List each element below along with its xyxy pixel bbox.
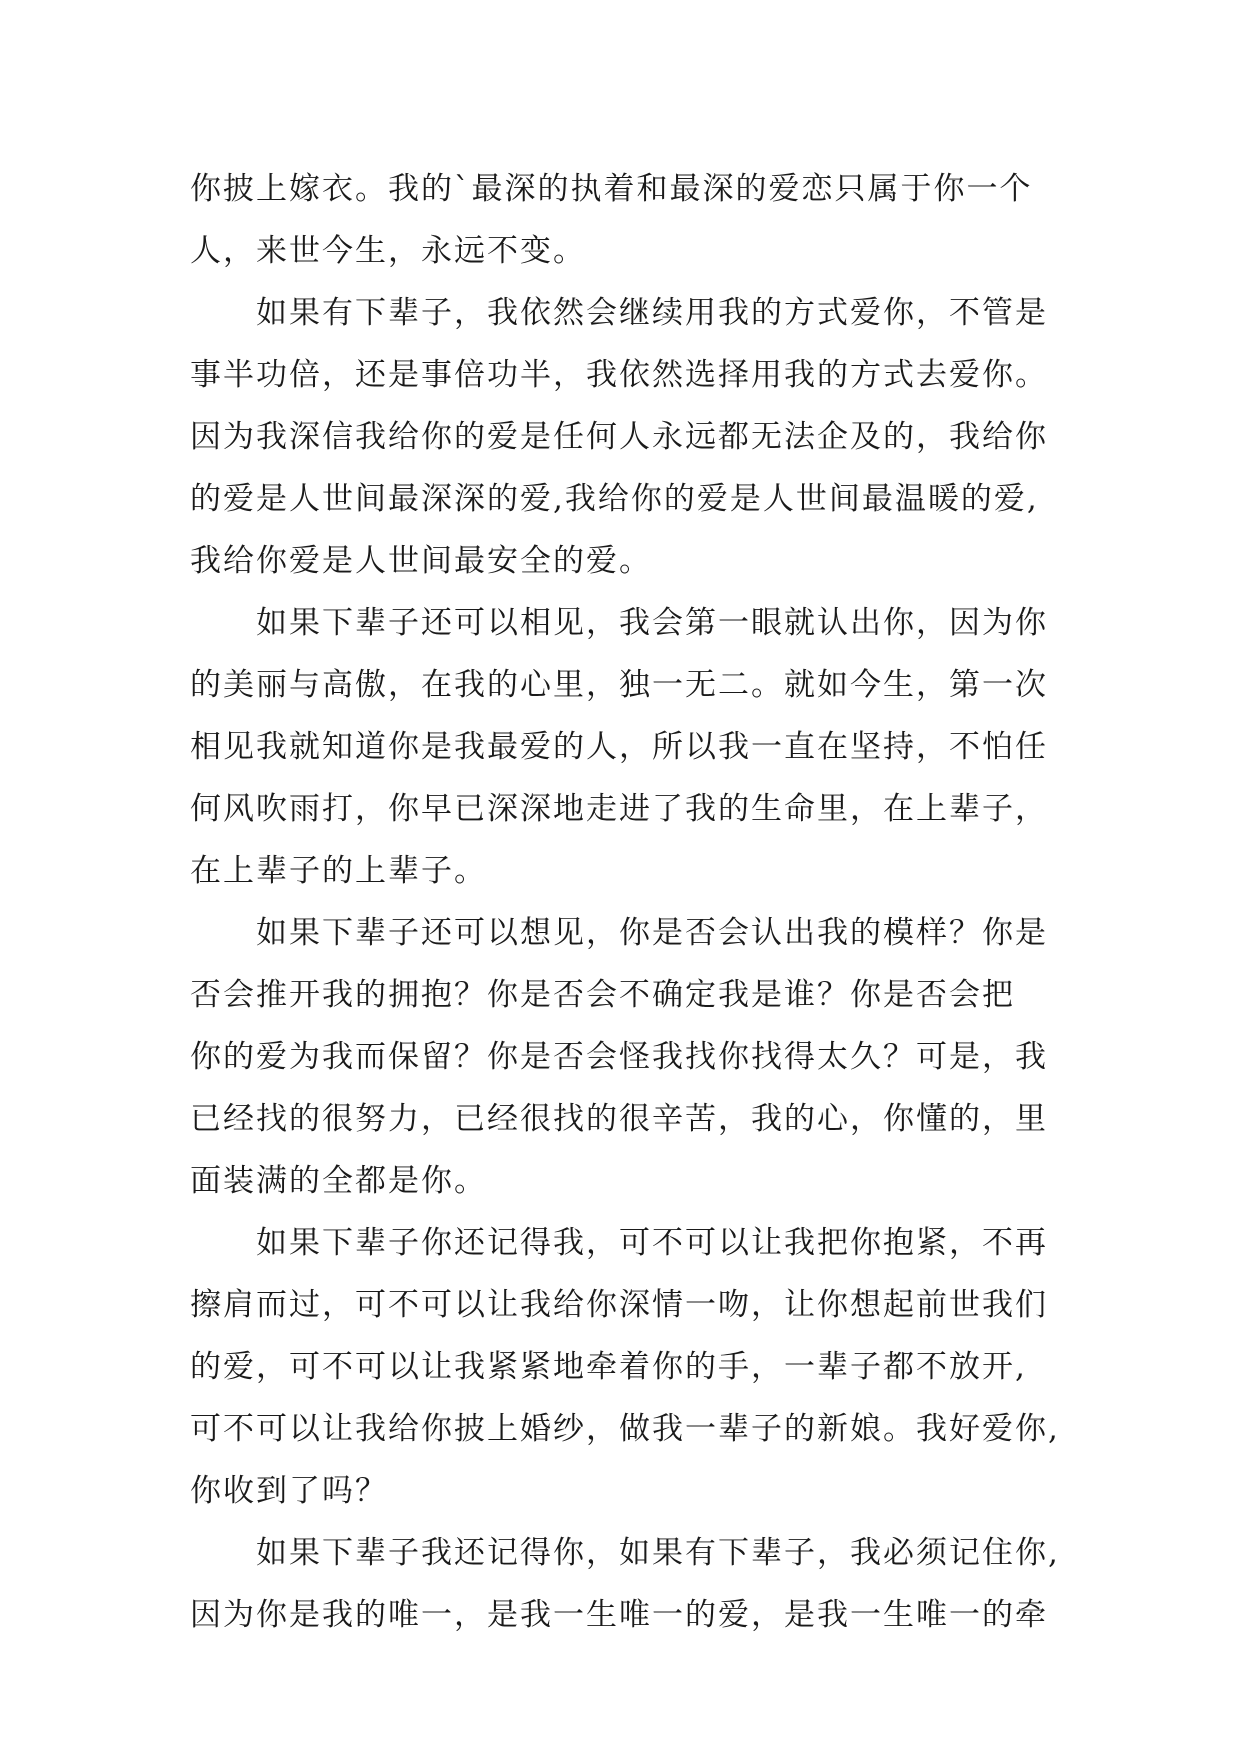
- paragraph-start-line: 如果下辈子还可以相见，我会第一眼就认出你，因为你: [256, 605, 1048, 641]
- text-line: 在上辈子的上辈子。: [190, 853, 487, 889]
- text-line: 相见我就知道你是我最爱的人，所以我一直在坚持，不怕任: [190, 729, 1048, 765]
- document-body: [190, 158, 1060, 1646]
- text-line: 因为我深信我给你的爱是任何人永远都无法企及的，我给你: [190, 419, 1048, 455]
- text-line: 事半功倍，还是事倍功半，我依然选择用我的方式去爱你。: [190, 357, 1048, 393]
- text-line: 人，来世今生，永远不变。: [190, 233, 586, 269]
- text-line: 何风吹雨打，你早已深深地走进了我的生命里，在上辈子，: [190, 791, 1048, 827]
- text-line: 我给你爱是人世间最安全的爱。: [190, 543, 652, 579]
- paragraph-start-line: 如果下辈子还可以想见，你是否会认出我的模样？你是: [256, 915, 1048, 951]
- text-line: 擦肩而过，可不可以让我给你深情一吻，让你想起前世我们: [190, 1287, 1048, 1323]
- text-line: 你的爱为我而保留？你是否会怪我找你找得太久？可是，我: [190, 1039, 1048, 1075]
- text-line: 的爱是人世间最深深的爱,我给你的爱是人世间最温暖的爱,: [190, 481, 1039, 517]
- text-line: 因为你是我的唯一，是我一生唯一的爱，是我一生唯一的牵: [190, 1597, 1048, 1633]
- text-line: 你收到了吗？: [190, 1473, 388, 1509]
- paragraph-start-line: 如果下辈子你还记得我，可不可以让我把你抱紧，不再: [256, 1225, 1048, 1261]
- paragraph-start-line: 如果下辈子我还记得你，如果有下辈子，我必须记住你,: [256, 1535, 1060, 1571]
- text-line: 的美丽与高傲，在我的心里，独一无二。就如今生，第一次: [190, 667, 1048, 703]
- text-line: 可不可以让我给你披上婚纱，做我一辈子的新娘。我好爱你,: [190, 1411, 1060, 1447]
- text-line: 已经找的很努力，已经很找的很辛苦，我的心，你懂的，里: [190, 1101, 1048, 1137]
- text-line: 你披上嫁衣。我的`最深的执着和最深的爱恋只属于你一个: [190, 171, 1033, 207]
- text-line: 否会推开我的拥抱？你是否会不确定我是谁？你是否会把: [190, 977, 1015, 1013]
- text-line: 的爱，可不可以让我紧紧地牵着你的手，一辈子都不放开,: [190, 1349, 1027, 1385]
- paragraph-start-line: 如果有下辈子，我依然会继续用我的方式爱你，不管是: [256, 295, 1048, 331]
- text-line: 面装满的全都是你。: [190, 1163, 487, 1199]
